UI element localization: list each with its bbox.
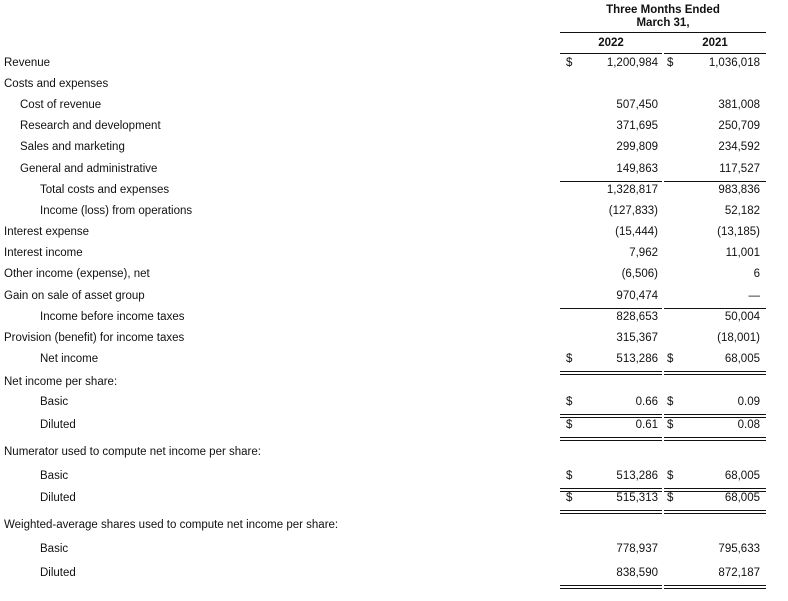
subtotal-rule (560, 181, 662, 182)
total-double-rule (560, 437, 662, 441)
row-label: Research and development (20, 120, 161, 132)
period-header-line1: Three Months Ended (606, 4, 720, 16)
value-2022: 838,590 (616, 567, 658, 579)
dollar-sign-2021: $ (667, 419, 674, 431)
value-2022: 299,809 (616, 141, 658, 153)
row-label: Diluted (40, 492, 76, 504)
row-label: Gain on sale of asset group (4, 290, 145, 302)
row-label: Other income (expense), net (4, 268, 150, 280)
dollar-sign-2022: $ (566, 470, 573, 482)
value-2021: 50,004 (724, 311, 760, 323)
value-2022: 0.66 (635, 396, 658, 408)
row-label: Basic (40, 396, 69, 408)
value-2021: 6 (753, 268, 760, 280)
dollar-sign-2022: $ (566, 353, 573, 365)
row-label: Cost of revenue (20, 99, 102, 111)
row-label: General and administrative (20, 163, 158, 175)
row-label: Interest expense (4, 226, 90, 238)
total-double-rule (664, 488, 766, 492)
row-label: Weighted-average shares used to compute net income per share: (4, 519, 339, 531)
value-2021: 0.09 (737, 396, 760, 408)
total-double-rule (560, 585, 662, 589)
value-2021: (18,001) (717, 332, 760, 344)
total-double-rule (560, 510, 662, 514)
period-header-line2: March 31, (636, 17, 690, 29)
total-double-rule (664, 414, 766, 418)
total-double-rule (664, 585, 766, 589)
value-2021: 250,709 (718, 120, 760, 132)
value-2022: 970,474 (616, 290, 658, 302)
value-2022: 1,328,817 (606, 184, 658, 196)
value-2022: 778,937 (616, 543, 658, 555)
value-2021: 872,187 (718, 567, 760, 579)
value-2022: 149,863 (616, 163, 658, 175)
value-2021: 983,836 (718, 184, 760, 196)
row-label: Numerator used to compute net income per share: (4, 446, 261, 458)
value-2021: 1,036,018 (708, 57, 760, 69)
dollar-sign-2021: $ (667, 353, 674, 365)
total-double-rule (664, 510, 766, 514)
value-2022: (15,444) (615, 226, 658, 238)
row-label: Income (loss) from operations (40, 205, 193, 217)
value-2022: 507,450 (616, 99, 658, 111)
value-2022: 515,313 (616, 492, 658, 504)
row-label: Income before income taxes (40, 311, 185, 323)
dollar-sign-2021: $ (667, 57, 674, 69)
period-header-rule (560, 32, 766, 33)
column-header-2021: 2021 (702, 37, 728, 49)
row-label: Diluted (40, 419, 76, 431)
row-label: Costs and expenses (4, 78, 109, 90)
value-2022: 0.61 (635, 419, 658, 431)
value-2021: 381,008 (718, 99, 760, 111)
dollar-sign-2021: $ (667, 470, 674, 482)
value-2022: 828,653 (616, 311, 658, 323)
dollar-sign-2022: $ (566, 396, 573, 408)
column-header-2022: 2022 (598, 37, 624, 49)
value-2021: 11,001 (725, 247, 760, 259)
total-double-rule (560, 488, 662, 492)
dollar-sign-2022: $ (566, 419, 573, 431)
dollar-sign-2022: $ (566, 492, 573, 504)
value-2022: 1,200,984 (606, 57, 658, 69)
row-label: Diluted (40, 567, 76, 579)
row-label: Basic (40, 470, 69, 482)
subtotal-rule (664, 308, 766, 309)
dollar-sign-2021: $ (667, 396, 674, 408)
total-double-rule (560, 414, 662, 418)
value-2021: 68,005 (724, 353, 760, 365)
row-label: Net income (40, 353, 99, 365)
value-2022: 513,286 (616, 353, 658, 365)
dollar-sign-2021: $ (667, 492, 674, 504)
subtotal-rule (560, 308, 662, 309)
value-2022: 315,367 (616, 332, 658, 344)
value-2021: — (748, 290, 760, 302)
row-label: Revenue (4, 57, 51, 69)
row-label: Net income per share: (4, 376, 118, 388)
value-2021: 68,005 (724, 470, 760, 482)
value-2022: (6,506) (621, 268, 658, 280)
column-header-rule-2022 (560, 53, 662, 54)
row-label: Basic (40, 543, 69, 555)
value-2021: 234,592 (718, 141, 760, 153)
value-2022: 371,695 (616, 120, 658, 132)
value-2021: 0.08 (737, 419, 760, 431)
value-2021: 117,527 (719, 163, 760, 175)
value-2022: 7,962 (629, 247, 658, 259)
row-label: Provision (benefit) for income taxes (4, 332, 185, 344)
value-2022: (127,833) (608, 205, 658, 217)
total-double-rule (560, 371, 662, 375)
column-header-rule-2021 (664, 53, 766, 54)
value-2022: 513,286 (616, 470, 658, 482)
row-label: Interest income (4, 247, 83, 259)
row-label: Total costs and expenses (40, 184, 170, 196)
value-2021: (13,185) (717, 226, 760, 238)
row-label: Sales and marketing (20, 141, 125, 153)
value-2021: 795,633 (718, 543, 760, 555)
dollar-sign-2022: $ (566, 57, 573, 69)
total-double-rule (664, 371, 766, 375)
subtotal-rule (664, 181, 766, 182)
value-2021: 68,005 (724, 492, 760, 504)
total-double-rule (664, 437, 766, 441)
value-2021: 52,182 (724, 205, 760, 217)
